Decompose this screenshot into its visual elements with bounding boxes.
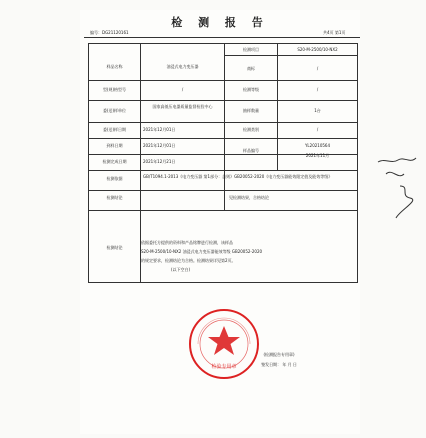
brand-label: 商标 [247, 66, 255, 71]
conclusion-line-3: 的规定要求，检测结论为合格。检测结果详见第2页。 [141, 258, 236, 263]
sample-name-label: 样品名称 [106, 64, 123, 69]
brand-value: / [316, 66, 319, 71]
model-label: 型(规)格型号 [102, 87, 127, 92]
arrival-date-value: 2021年12月01日 [143, 143, 176, 148]
finish-date-value: 2021年12月21日 [143, 159, 176, 164]
conclusion-line-4: (以下空白) [171, 267, 191, 272]
sample-qty-label: 抽样数量 [243, 108, 259, 113]
sample-name-value: 油浸式电力变压器 [166, 64, 199, 69]
test-type-label: 检测类别 [243, 127, 259, 132]
page-number: 共4页 第1页 [323, 30, 346, 35]
basis-label: 检测依据 [106, 176, 123, 181]
report-title: 检 测 报 告 [171, 16, 269, 29]
test-item-value: S20-M-2500/10-NX2 [297, 47, 338, 52]
conclusion-text [141, 238, 353, 274]
test-type-value: / [316, 127, 319, 132]
issue-block [235, 350, 323, 370]
finish-extra-value: 2021年11月 [305, 153, 330, 158]
conclusion-title-label: 检测结论 [106, 195, 123, 200]
conclusion-line-1: 依据委托方提供的资料和产品铭牌进行检测，该样品 [141, 240, 233, 245]
submit-date-value: 2021年12月01日 [143, 127, 176, 132]
issue-label: (检测报告专用章) [263, 352, 295, 357]
grade-value: / [316, 87, 319, 92]
issue-date: 签发日期： 年 月 日 [261, 362, 297, 367]
handwritten-signature [376, 152, 418, 224]
arrival-date-label: 到样日期 [106, 143, 123, 148]
report-number: 编号：DG21120161 [90, 30, 129, 35]
client-value: 国家高低压电器质量监督检验中心 [152, 104, 213, 109]
sample-no-label: 样品编号 [243, 148, 259, 153]
client-label: 委(送)样单位 [102, 108, 127, 113]
finish-date-label: 检测完成日期 [102, 159, 127, 164]
sample-qty-value: 1台 [314, 108, 321, 113]
grade-label: 检测等级 [243, 87, 259, 92]
sample-no-value: YL20210564 [304, 143, 331, 148]
seal-center-text: 检验专用章 [211, 364, 237, 370]
submit-date-label: 委(送)样日期 [102, 127, 127, 132]
basis-value: GB/T1094.1-2013《电力变压器 第1部分：总则》GB20052-2020《电力变压器能效限定值及能效等级》 [143, 174, 333, 179]
conclusion-line-2: S20-M-2500/10-NX2 油浸式电力变压器能效等级 GB20052-2020 [141, 249, 263, 254]
inspection-seal-stamp [186, 306, 262, 382]
model-value: / [181, 87, 184, 92]
conclusion-title-value: 见检测结果，合格结论 [229, 195, 269, 200]
conclusion-side-label: 检测结论 [106, 245, 123, 250]
test-item-label: 检测项目 [243, 47, 259, 52]
header-divider [84, 37, 360, 38]
